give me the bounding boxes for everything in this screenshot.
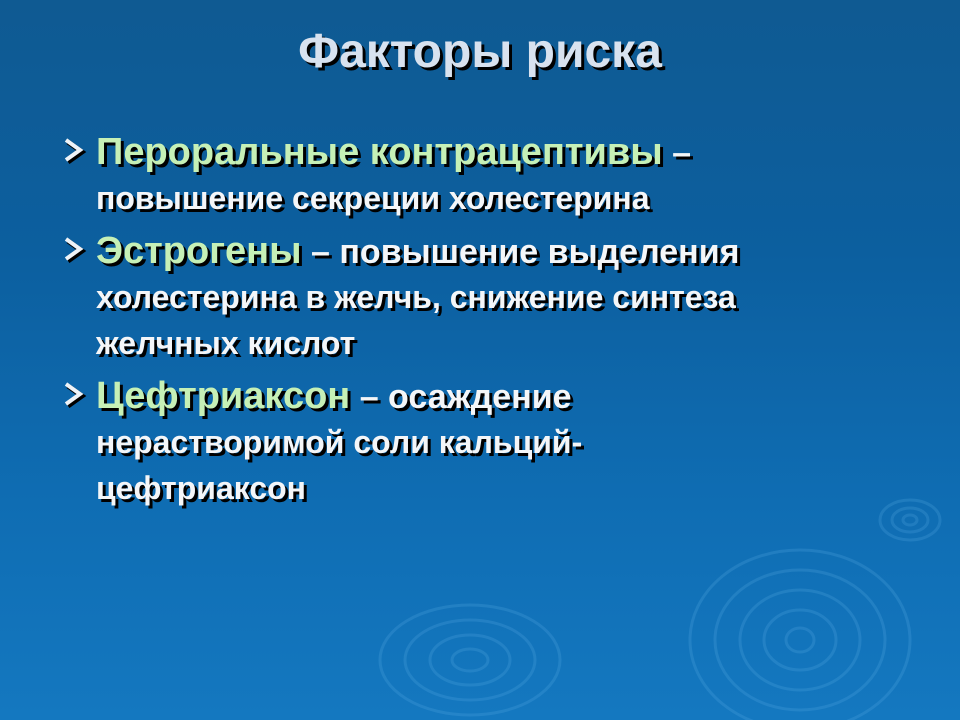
bullet-item [60,130,920,221]
chevron-right-icon [60,136,88,164]
bullet-text-line: нерастворимой соли кальций- [96,424,583,460]
bullet-text-line: холестерина в желчь, снижение синтеза [96,279,736,315]
bullet-line [96,229,920,274]
bullet-item [60,374,920,511]
bullet-list [60,130,920,519]
bullet-text-line: повышение секреции холестерина [96,180,650,216]
chevron-right-icon [60,380,88,408]
bullet-dash: – [662,134,692,172]
bullet-text: осаждение [378,378,572,416]
bullet-dash: – [350,378,379,416]
page-title: Факторы риска [298,25,662,78]
bullet-line [96,130,920,175]
bullet-dash: – [301,233,330,271]
bullet-text: повышение выделения [329,233,740,271]
bullet-term: Пероральные контрацептивы [96,131,663,173]
chevron-right-icon [60,235,88,263]
bullet-continuation [96,274,920,366]
bullet-term: Эстрогены [96,230,302,272]
bullet-item [60,229,920,366]
bullet-text-line: цефтриаксон [96,470,306,506]
bullet-term: Цефтриаксон [96,375,351,417]
bullet-continuation [96,175,920,221]
bullet-continuation [96,419,920,511]
bullet-line [96,374,920,419]
bullet-text-line: желчных кислот [96,325,356,361]
